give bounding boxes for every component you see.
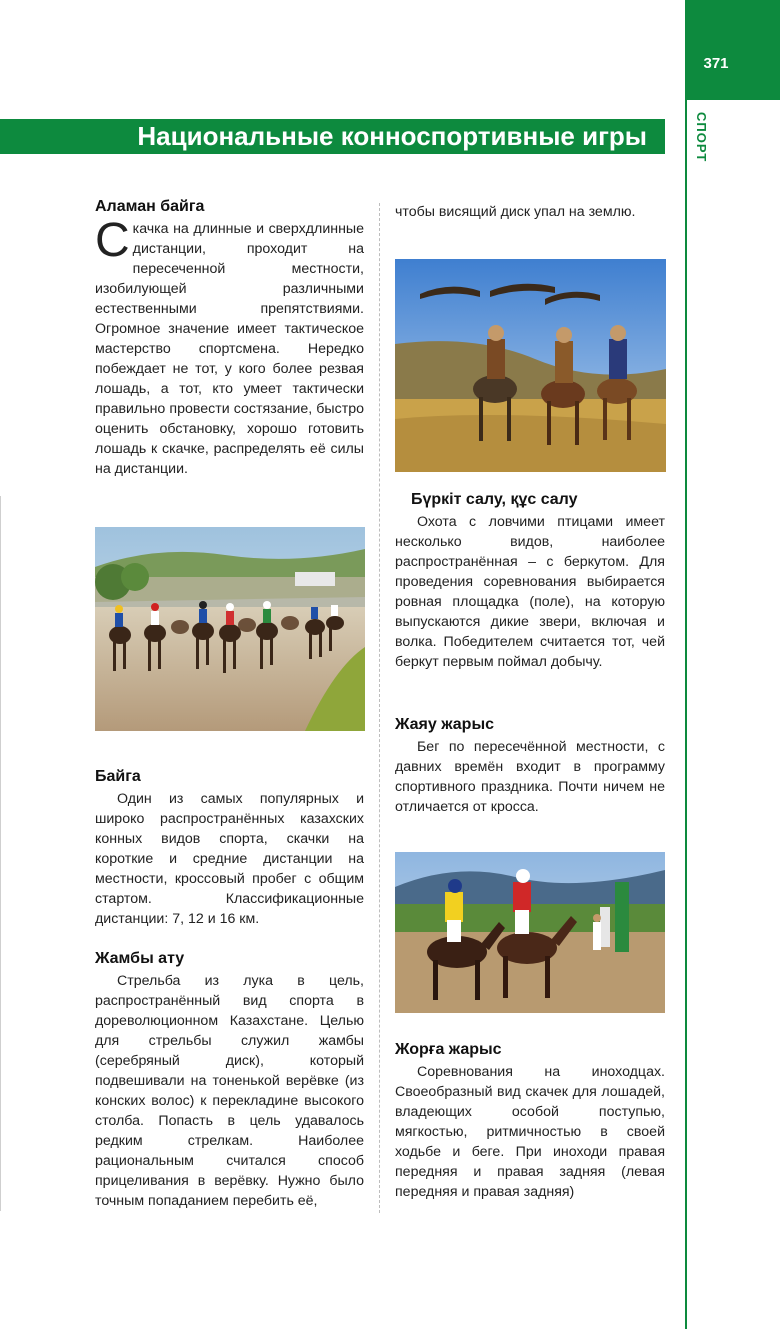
sidebar-rule <box>685 100 687 1329</box>
text-alaman-body: качка на длинные и сверхдлинные дистанции, проходит на пересеченной местности, изобилующей различными естественными препятствиями. Огромное значение имеет тактическое мастерство спортсмена. Нередко побеждает не тот, у кого более резвая лошадь, а тот, кто умеет тактически правильно провести состязание, быстро оценить обстановку, хорошо готовить лошадь к скачке, распределять её силы на дистанции. <box>95 221 364 477</box>
heading-burkit: Бүркіт салу, құс салу <box>411 491 578 508</box>
text-zhayau-body: Бег по пересечённой местности, с давних времён входит в программу спортивного праздника. Почти ничем не отличается от кросса. <box>395 739 665 815</box>
dropcap: С <box>95 214 130 267</box>
text-zhamby <box>95 971 364 1211</box>
heading-baiga: Байга <box>95 768 141 785</box>
text-baiga <box>95 789 364 929</box>
text-baiga-body: Один из самых популярных и широко распространённых казахских конных видов спорта, скачки на короткие и средние дистанции на местности, кроссовый пробег с общим стартом. Классификационные дистанции: 7, 12 и 16 км. <box>95 791 364 927</box>
heading-zhayau: Жаяу жарыс <box>395 716 495 733</box>
page-title: Национальные конноспортивные игры <box>137 121 647 151</box>
photo-jockeys-race <box>395 852 665 1013</box>
text-zhamby-body: Стрельба из лука в цель, распространённый вид спорта в дореволюционном Казахстане. Целью для стрельбы служил жамбы (серебряный диск), который подвешивали на тоненькой верёвке (из конских волос) к перекладине высокого столба. Попасть в цель удавалось редким стрелкам. Наиболее рациональным считался способ прицеливания в верёвку. Нужно было точным попаданием перебить её, <box>95 973 364 1209</box>
text-zhamby-continued: чтобы висящий диск упал на землю. <box>395 204 636 220</box>
text-zhorga-body: Соревнования на иноходцах. Своеобразный вид скачек для лошадей, владеющих особой поступью, мягкостью, ритмичностью в своей ходьбе и беге. При иноходи правая передняя и правая задняя (левая передняя и правая задняя) <box>395 1064 665 1200</box>
column-divider <box>379 203 380 1213</box>
text-burkit-body: Охота с ловчими птицами имеет несколько видов, наиболее распространённая – с беркутом. Для проведения соревнования выбирается ровная площадка (поле), на которую выпускаются дикие звери, включая и волка. Победителем считается тот, чей беркут первым поймал добычу. <box>395 514 665 670</box>
page-number: 371 <box>703 55 729 72</box>
text-zhorga <box>395 1062 665 1202</box>
page-sidebar <box>685 0 780 1329</box>
heading-alaman: Аламан байга <box>95 198 205 215</box>
heading-zhorga: Жорға жарыс <box>395 1041 502 1058</box>
photo-eagle-hunters <box>395 259 666 472</box>
heading-zhamby: Жамбы ату <box>95 950 185 967</box>
text-burkit <box>395 512 665 672</box>
text-alaman <box>95 214 364 479</box>
photo-baiga-race <box>95 527 365 731</box>
text-zhayau <box>395 737 665 817</box>
page-edge-rule <box>0 496 1 1211</box>
title-banner <box>0 119 665 154</box>
page-number-tab <box>685 0 780 100</box>
section-label: СПОРТ <box>694 112 709 163</box>
